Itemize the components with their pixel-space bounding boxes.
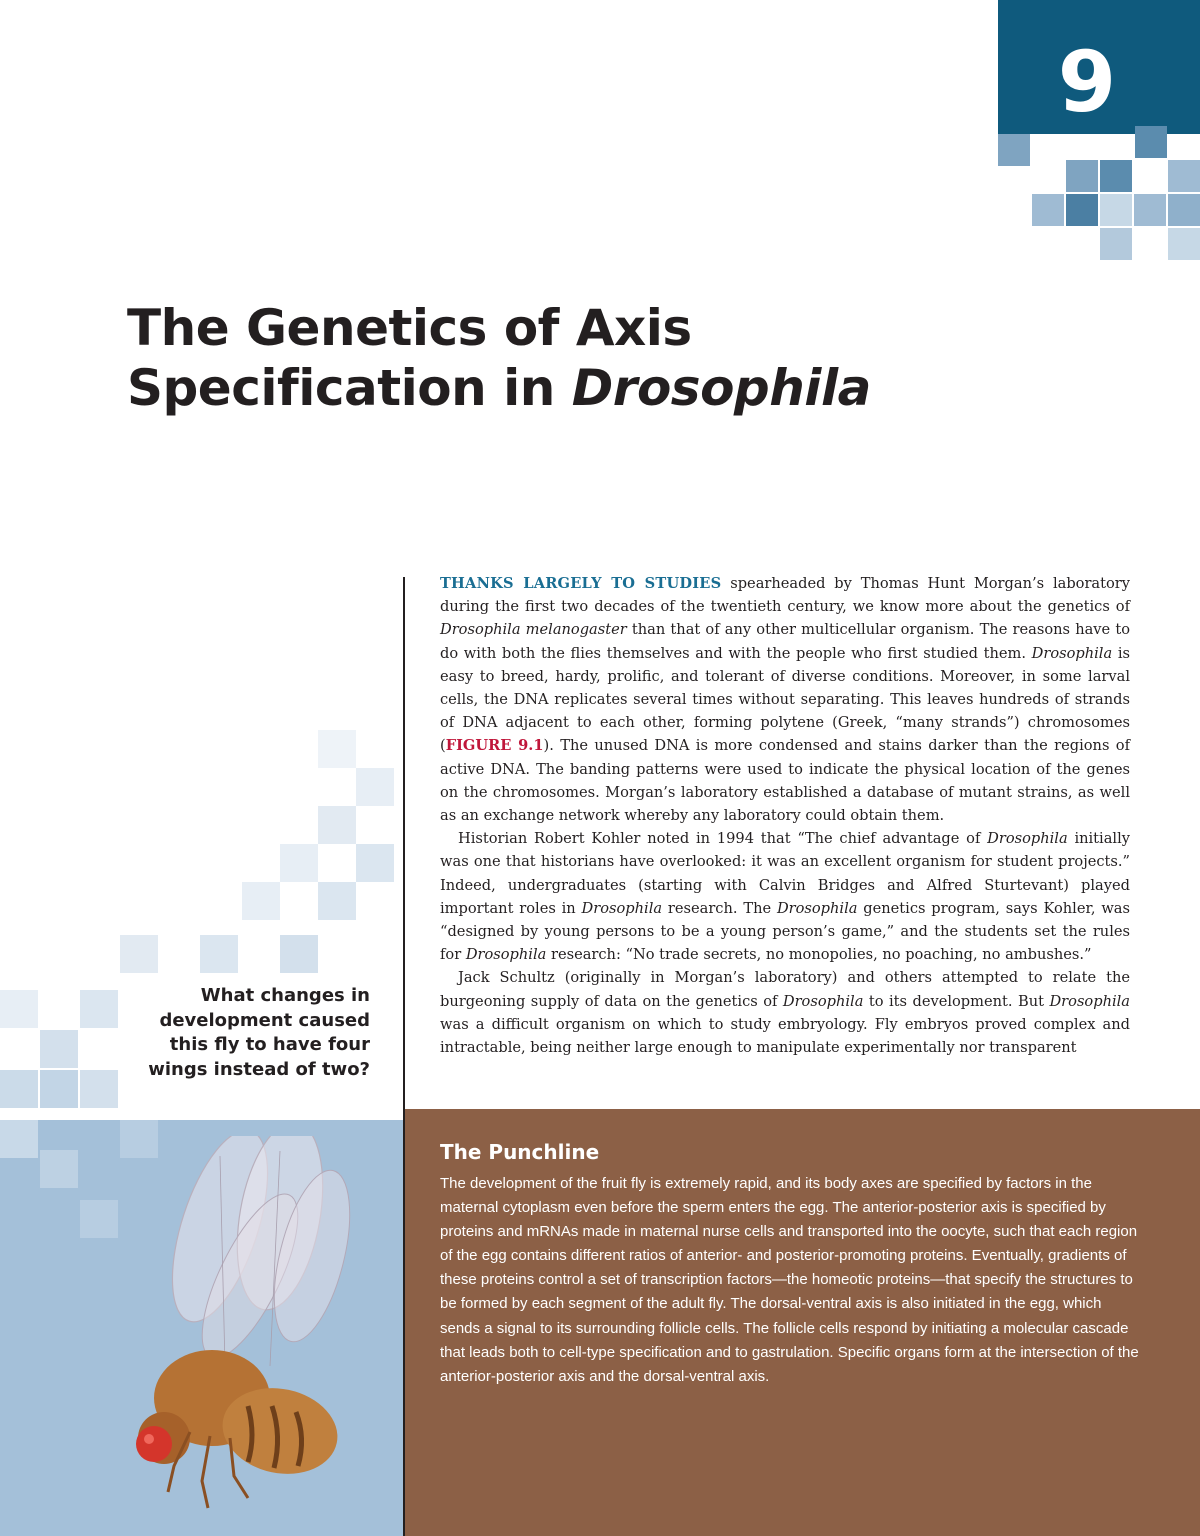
chapter-question: What changes in development caused this fly to have four wings instead of two? bbox=[148, 985, 370, 1080]
title-line-2-plain: Specification in bbox=[127, 359, 572, 417]
body-paragraph-3: Jack Schultz (originally in Morgan’s laboratory) and others attempted to relate the burgeoning supply of data on the genetics of Drosophila to its development. But Drosophila was a difficult organism on which to study embryology. Fly embryos proved complex and intractable, being neither large enough to manipulate experimentally nor transparent bbox=[440, 969, 1130, 1057]
title-line-2 bbox=[127, 358, 1127, 418]
fly-eye bbox=[136, 1426, 172, 1462]
body-text bbox=[440, 572, 1130, 1059]
punchline-text: The development of the fruit fly is extremely rapid, and its body axes are specified by factors in the maternal cytoplasm even before the sperm enters the egg. The anterior-posterior axis is specified by proteins and mRNAs made in maternal nurse cells and transported into the oocyte, such that each region of the egg contains different ratios of anterior- and posterior-promoting proteins. Eventually, gradients of these proteins control a set of transcription factors—the homeotic proteins—that specify the structures to be formed by each segment of the adult fly. The dorsal-ventral axis is also initiated in the egg, which sends a signal to its surrounding follicle cells. The follicle cells respond by initiating a molecular cascade that leads both to cell-type specification and to gastrulation. Specific organs form at the intersection of the anterior-posterior axis and the dorsal-ventral axis. bbox=[440, 1175, 1139, 1385]
fly-leg bbox=[202, 1436, 210, 1508]
title-line-1: The Genetics of Axis bbox=[127, 299, 692, 357]
fruit-fly-illustration bbox=[130, 1136, 400, 1516]
punchline-heading: The Punchline bbox=[440, 1140, 600, 1164]
chapter-number: 9 bbox=[1057, 33, 1117, 131]
body-paragraph-2: Historian Robert Kohler noted in 1994 that “The chief advantage of Drosophila initially was one that historians have overlooked: it was an excellent organism for student projects.” Indeed, undergraduates (starting with Calvin Bridges and Alfred Sturtevant) played important roles in Drosophila research. The Drosophila genetics program, says Kohler, was “designed by young persons to be a young person’s game,” and the students set the rules for Drosophila research: “No trade secrets, no monopolies, no poaching, no ambushes.” bbox=[440, 830, 1130, 964]
body-paragraph-1: THANKS LARGELY TO STUDIES spearheaded by Thomas Hunt Morgan’s laboratory during the first two decades of the twentieth century, we know more about the genetics of Drosophila melanogaster than that of any other multicellular organism. The reasons have to do with both the flies themselves and with the people who first studied them. Drosophila is easy to breed, hardy, prolific, and tolerant of diverse conditions. Moreover, in some larval cells, the DNA replicates several times without separating. This leaves hundreds of strands of DNA adjacent to each other, forming polytene (Greek, “many strands”) chromosomes (FIGURE 9.1). The unused DNA is more condensed and stains darker than the regions of active DNA. The banding patterns were used to indicate the physical location of the genes on the chromosomes. Morgan’s laboratory established a database of mutant strains, as well as an exchange network whereby any laboratory could obtain them. bbox=[440, 575, 1131, 825]
figure-reference-link[interactable]: FIGURE 9.1 bbox=[445, 737, 544, 755]
chapter-title bbox=[127, 298, 1127, 418]
title-line-2-italic: Drosophila bbox=[571, 359, 871, 417]
